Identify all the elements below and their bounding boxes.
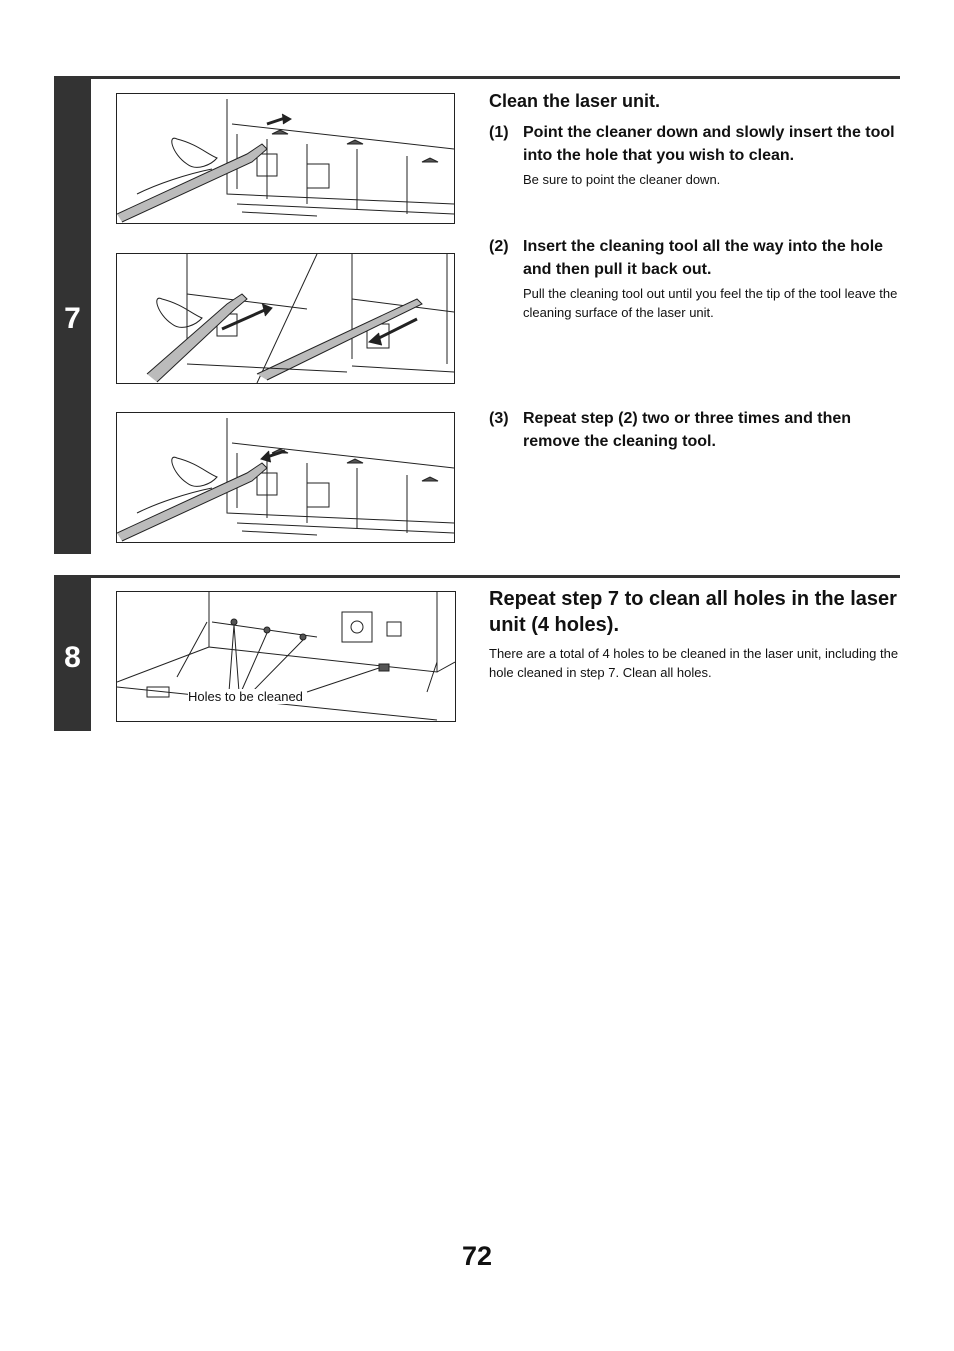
step-7-block — [54, 76, 900, 554]
step-divider — [91, 575, 900, 578]
illustration-push-pull-tool — [116, 253, 455, 384]
step-note: There are a total of 4 holes to be cleaned in the laser unit, including the hole cleaned in step 7. Clean all holes. — [489, 646, 899, 680]
step-number: 8 — [64, 641, 81, 674]
substep-text: Point the cleaner down and slowly insert the tool into the hole that you wish to clean. — [523, 124, 895, 164]
substep-text: Repeat step (2) two or three times and then remove the cleaning tool. — [523, 410, 852, 450]
step-number: 7 — [64, 302, 81, 335]
step-7-text — [489, 90, 899, 450]
substep-note: Be sure to point the cleaner down. — [523, 172, 721, 187]
substep-1 — [489, 121, 899, 189]
substep-index: (2) — [489, 238, 509, 255]
substep-index: (1) — [489, 124, 509, 141]
step-title: Clean the laser unit. — [489, 91, 661, 111]
substep-note: Pull the cleaning tool out until you feel the tip of the tool leave the cleaning surface of the laser unit. — [523, 286, 898, 320]
illustration-insert-tool — [116, 93, 455, 224]
holes-callout-label: Holes to be cleaned — [188, 689, 303, 704]
substep-index: (3) — [489, 410, 509, 427]
step-title: Repeat step 7 to clean all holes in the laser unit (4 holes). — [489, 588, 897, 636]
substep-text: Insert the cleaning tool all the way into the hole and then pull it back out. — [523, 238, 884, 278]
step-8-block — [54, 575, 900, 731]
step-8-text — [489, 586, 899, 682]
substep-2 — [489, 235, 899, 322]
page-number: 72 — [461, 1241, 493, 1271]
substep-3 — [489, 407, 899, 453]
step-divider — [91, 76, 900, 79]
illustration-remove-tool — [116, 412, 455, 543]
